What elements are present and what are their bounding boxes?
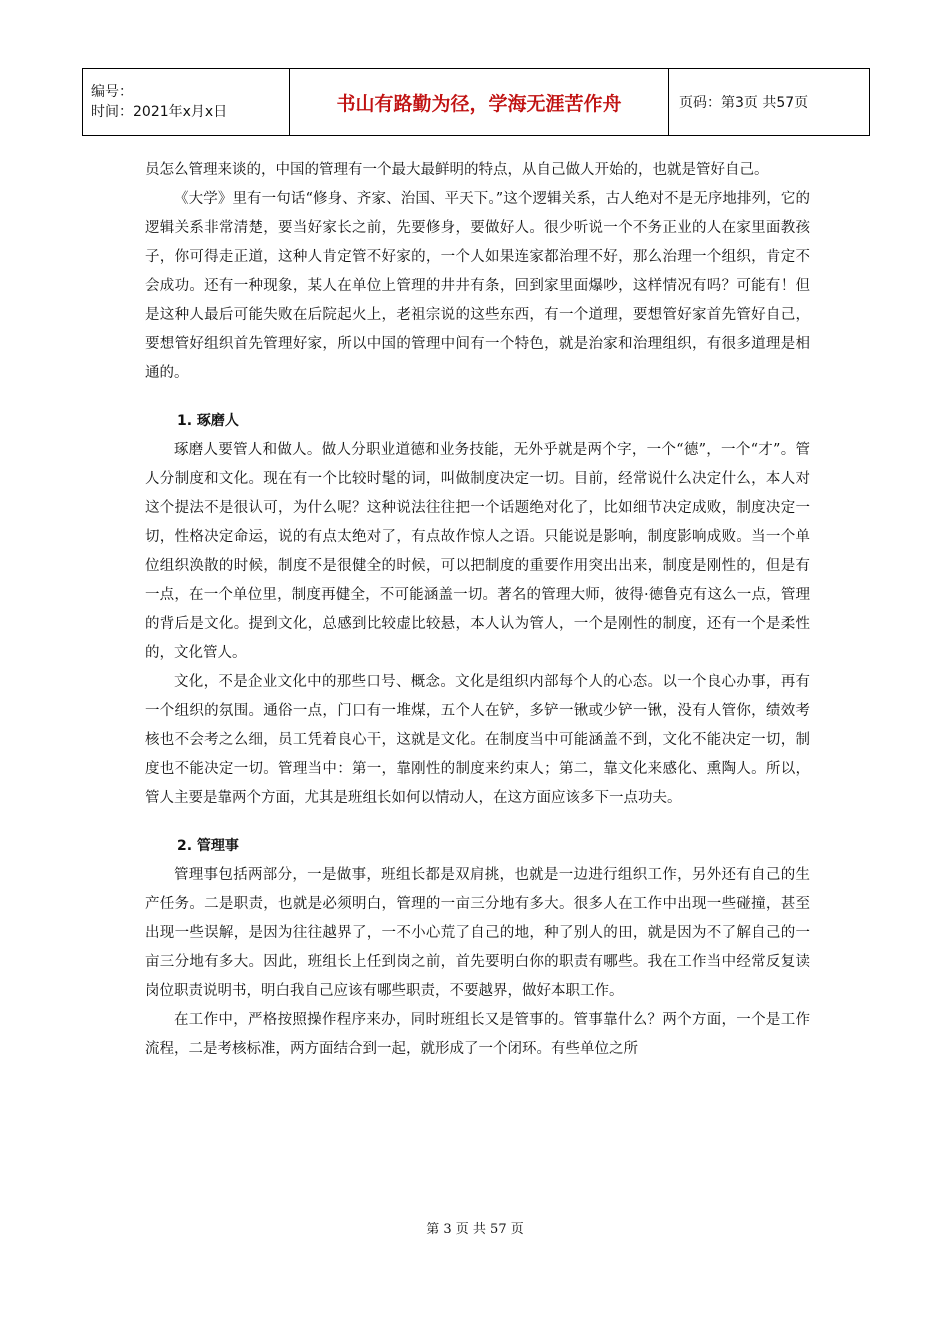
paragraph: 琢磨人要管人和做人。做人分职业道德和业务技能，无外乎就是两个字，一个“德”，一个“才”。管人分制度和文化。现在有一个比较时髦的词，叫做制度决定一切。目前，经常说什么决定什么，本人对这个提法不是很认可，为什么呢？这种说法往往把一个话题绝对化了，比如细节决定成败，制度决定一切，性格决定命运，说的有点太绝对了，有点故作惊人之语。只能说是影响，制度影响成败。当一个单位组织涣散的时候，制度不是很健全的时候，可以把制度的重要作用突出出来，制度是刚性的，但是有一点，在一个单位里，制度再健全，不可能涵盖一切。著名的管理大师，彼得·德鲁克有这么一点，管理的背后是文化。提到文化，总感到比较虚比较悬，本人认为管人，一个是刚性的制度，还有一个是柔性的，文化管人。	[145, 442, 810, 661]
section-heading: 2. 管理事	[177, 838, 239, 854]
header-page-number: 页码：第3页 共57页	[669, 69, 870, 136]
page-footer: 第 3 页 共 57 页	[426, 1222, 524, 1237]
paragraph: 管理事包括两部分，一是做事，班组长都是双肩挑，也就是一边进行组织工作，另外还有自己的生产任务。二是职责，也就是必须明白，管理的一亩三分地有多大。很多人在工作中出现一些碰撞，甚至出现一些误解，是因为往往越界了，一不小心荒了自己的地，种了别人的田，就是因为不了解自己的一亩三分地有多大。因此，班组长上任到岗之前，首先要明白你的职责有哪些。我在工作当中经常反复读岗位职责说明书，明白我自己应该有哪些职责，不要越界，做好本职工作。	[145, 867, 810, 999]
header-meta-cell	[83, 69, 290, 136]
document-header	[82, 68, 870, 136]
paragraph: 《大学》里有一句话“修身、齐家、治国、平天下。”这个逻辑关系，古人绝对不是无序地排列，它的逻辑关系非常清楚，要当好家长之前，先要修身，要做好人。很少听说一个不务正业的人在家里面教孩子，你可得走正道，这种人肯定管不好家的，一个人如果连家都治理不好，那么治理一个组织，肯定不会成功。还有一种现象，某人在单位上管理的井井有条，回到家里面爆吵，这样情况有吗？可能有！但是这种人最后可能失败在后院起火上，老祖宗说的这些东西，有一个道理，要想管好家首先管好自己，要想管好组织首先管理好家，所以中国的管理中间有一个特色，就是治家和治理组织，有很多道理是相通的。	[145, 191, 810, 381]
header-motto: 书山有路勤为径，学海无涯苦作舟	[290, 69, 669, 136]
document-number-label: 编号：	[91, 84, 133, 100]
section-heading: 1. 琢磨人	[177, 413, 239, 429]
paragraph: 在工作中，严格按照操作程序来办，同时班组长又是管事的。管事靠什么？两个方面，一个是工作流程，二是考核标准，两方面结合到一起，就形成了一个闭环。有些单位之所	[145, 1012, 810, 1057]
paragraph: 员怎么管理来谈的，中国的管理有一个最大最鲜明的特点，从自己做人开始的，也就是管好自己。	[145, 162, 769, 178]
paragraph: 文化，不是企业文化中的那些口号、概念。文化是组织内部每个人的心态。以一个良心办事，再有一个组织的氛围。通俗一点，门口有一堆煤，五个人在铲，多铲一锹或少铲一锹，没有人管你，绩效考核也不会考之么细，员工凭着良心干，这就是文化。在制度当中可能涵盖不到，文化不能决定一切，制度也不能决定一切。管理当中：第一，靠刚性的制度来约束人；第二，靠文化来感化、熏陶人。所以，管人主要是靠两个方面，尤其是班组长如何以情动人，在这方面应该多下一点功夫。	[145, 674, 810, 806]
document-body	[145, 156, 810, 1064]
document-date-label: 时间：2021年x月x日	[91, 104, 228, 120]
